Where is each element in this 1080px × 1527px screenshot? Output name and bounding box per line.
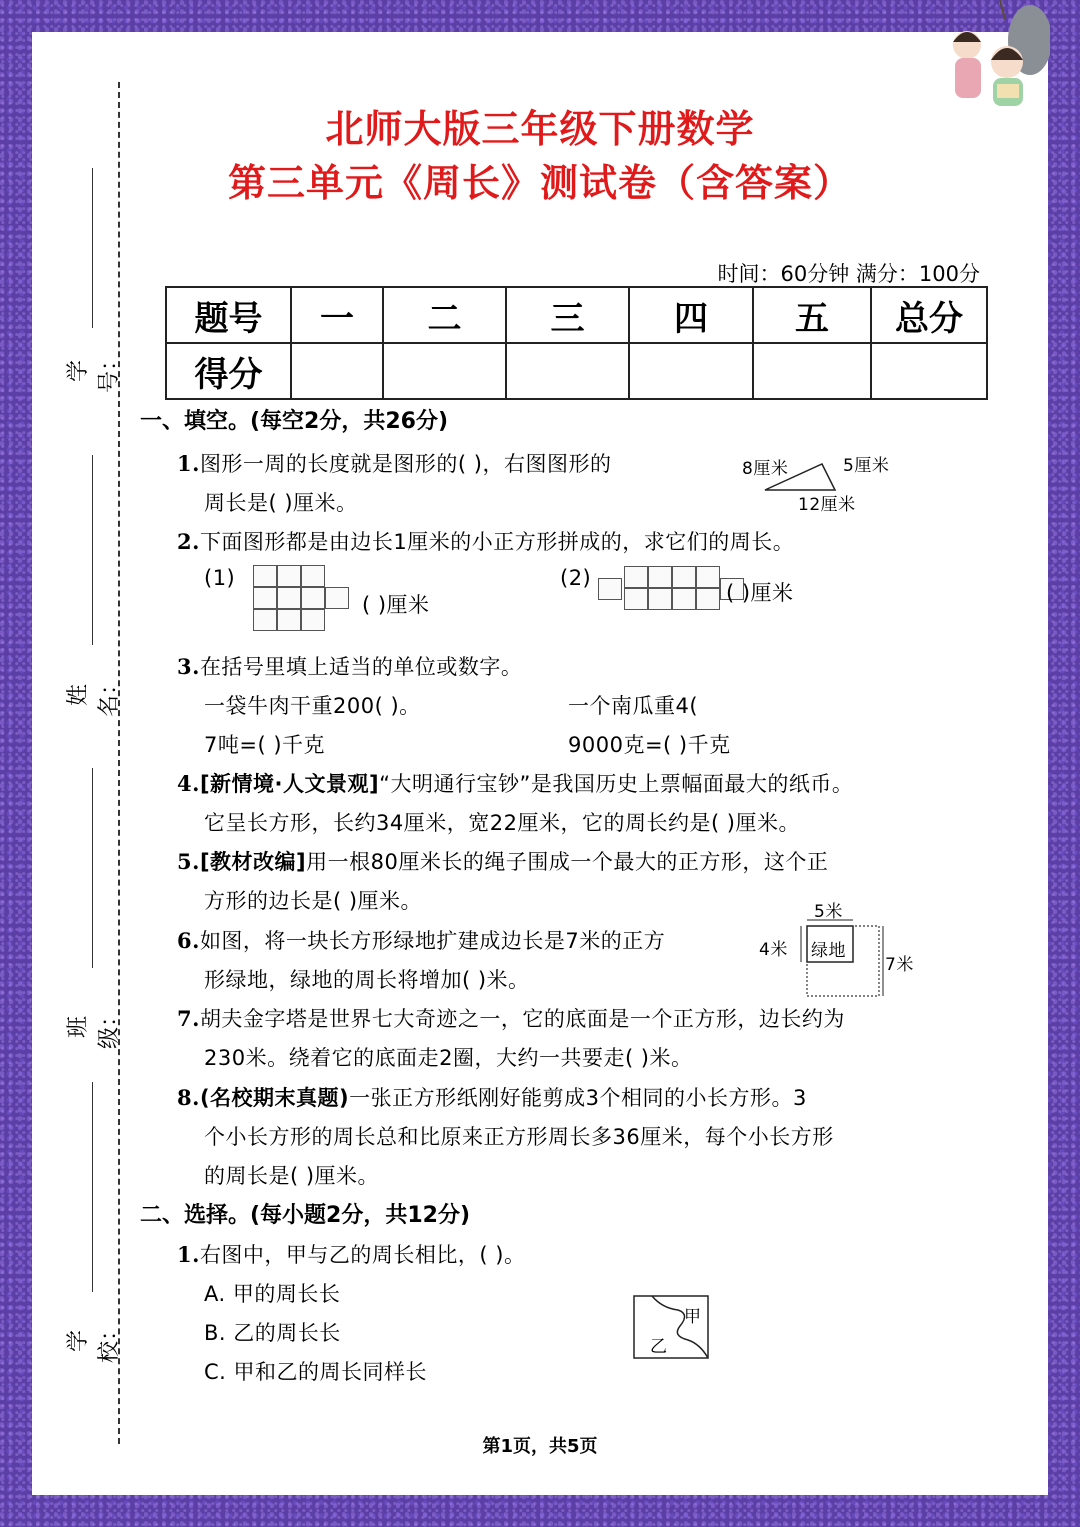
q6-line-2: 形绿地，绿地的周长将增加( )米。 bbox=[204, 968, 530, 992]
xuexiao-line bbox=[92, 1082, 93, 1292]
score-row-label: 得分 bbox=[166, 343, 291, 399]
xuehao-line bbox=[92, 168, 93, 328]
q1-number: 1. bbox=[177, 451, 200, 476]
section-2-heading: 二、选择。(每小题2分，共12分) bbox=[140, 1203, 471, 1228]
q3-number: 3. bbox=[177, 654, 200, 679]
binding-dashed-line bbox=[118, 82, 120, 1444]
reading-children-illustration bbox=[945, 0, 1050, 110]
q4-line-1 bbox=[177, 768, 853, 798]
q6-label-left: 4米 bbox=[759, 940, 788, 960]
score-header-cell: 题号 bbox=[166, 287, 291, 343]
q4-line-2: 它呈长方形，长约34厘米，宽22厘米，它的周长约是( )厘米。 bbox=[204, 811, 801, 835]
q3-text: 在括号里填上适当的单位或数字。 bbox=[199, 655, 523, 679]
s2-q1-number: 1. bbox=[177, 1242, 200, 1267]
q1-text-1: 图形一周的长度就是图形的( )，右图图形的 bbox=[199, 452, 612, 476]
q1-label-c: 12厘米 bbox=[798, 495, 856, 515]
score-header-row bbox=[166, 287, 987, 343]
s2-q1-option-a: A. 甲的周长长 bbox=[204, 1282, 341, 1306]
xingming-label: 姓名： bbox=[66, 673, 122, 718]
q8-line-1 bbox=[177, 1082, 807, 1112]
q2-part1-label: (1) bbox=[204, 566, 236, 590]
q2-part2-label: (2) bbox=[560, 566, 592, 590]
q7-line-1 bbox=[177, 1003, 845, 1033]
q6-text-1: 如图，将一块长方形绿地扩建成边长是7米的正方 bbox=[199, 929, 666, 953]
q3-item-b: 一个南瓜重4( bbox=[568, 694, 699, 718]
score-input-cell[interactable] bbox=[506, 343, 629, 399]
q7-number: 7. bbox=[177, 1006, 200, 1031]
q6-line-1 bbox=[177, 925, 665, 955]
score-header-cell: 三 bbox=[506, 287, 629, 343]
s2-q1-label-yi: 乙 bbox=[650, 1337, 668, 1357]
score-header-cell: 五 bbox=[753, 287, 871, 343]
s2-q1-line bbox=[177, 1239, 526, 1269]
q8-number: 8. bbox=[177, 1085, 200, 1110]
score-table bbox=[165, 286, 988, 400]
score-value-row bbox=[166, 343, 987, 399]
q6-label-inner: 绿地 bbox=[811, 941, 846, 961]
q1-line-2: 周长是( )厘米。 bbox=[204, 491, 358, 515]
q3-item-d: 9000克=( )千克 bbox=[568, 733, 731, 757]
title-line-2: 第三单元《周长》测试卷（含答案） bbox=[227, 160, 852, 205]
q2-part1-answer: ( )厘米 bbox=[362, 593, 430, 617]
paper-sheet bbox=[32, 32, 1048, 1495]
q4-text-1: “大明通行宝钞”是我国历史上票幅面最大的纸币。 bbox=[379, 772, 854, 796]
score-header-cell: 四 bbox=[629, 287, 753, 343]
xuehao-label: 学号： bbox=[66, 349, 122, 394]
banji-line bbox=[92, 768, 93, 968]
score-input-cell[interactable] bbox=[753, 343, 871, 399]
q1-label-b: 5厘米 bbox=[843, 456, 890, 476]
score-input-cell[interactable] bbox=[629, 343, 753, 399]
score-input-cell[interactable] bbox=[291, 343, 383, 399]
page-footer: 第1页，共5页 bbox=[482, 1436, 598, 1457]
q7-line-2: 230米。绕着它的底面走2圈，大约一共要走( )米。 bbox=[204, 1046, 693, 1070]
score-input-cell[interactable] bbox=[871, 343, 987, 399]
q6-label-right: 7米 bbox=[885, 955, 914, 975]
xuexiao-label: 学校： bbox=[66, 1319, 122, 1364]
q3-line bbox=[177, 651, 522, 681]
q5-tag: [教材改编] bbox=[199, 850, 307, 874]
q4-tag: [新情境·人文景观] bbox=[199, 772, 380, 796]
q5-number: 5. bbox=[177, 849, 200, 874]
banji-label: 班级： bbox=[66, 1005, 122, 1050]
q3-item-c: 7吨=( )千克 bbox=[204, 733, 326, 757]
time-info: 时间：60分钟 满分：100分 bbox=[717, 262, 980, 286]
q2-part2-answer: ( )厘米 bbox=[726, 581, 794, 605]
q8-text-1: 一张正方形纸刚好能剪成3个相同的小长方形。3 bbox=[349, 1086, 807, 1110]
q7-text-1: 胡夫金字塔是世界七大奇迹之一，它的底面是一个正方形，边长约为 bbox=[199, 1007, 845, 1031]
title-line-1: 北师大版三年级下册数学 bbox=[325, 106, 755, 151]
score-header-cell: 一 bbox=[291, 287, 383, 343]
score-header-cell: 总分 bbox=[871, 287, 987, 343]
q5-line-1 bbox=[177, 846, 828, 876]
section-1-heading: 一、填空。(每空2分，共26分) bbox=[140, 409, 449, 434]
q3-item-a: 一袋牛肉干重200( )。 bbox=[204, 694, 421, 718]
q6-number: 6. bbox=[177, 928, 200, 953]
s2-q1-option-b: B. 乙的周长长 bbox=[204, 1321, 341, 1345]
score-input-cell[interactable] bbox=[383, 343, 506, 399]
q1-line-1 bbox=[177, 448, 612, 478]
q2-line bbox=[177, 526, 794, 556]
q4-number: 4. bbox=[177, 771, 200, 796]
q2-text: 下面图形都是由边长1厘米的小正方形拼成的，求它们的周长。 bbox=[199, 530, 795, 554]
q2-number: 2. bbox=[177, 529, 200, 554]
q8-tag: (名校期末真题) bbox=[199, 1086, 350, 1110]
score-header-cell: 二 bbox=[383, 287, 506, 343]
s2-q1-text: 右图中，甲与乙的周长相比，( )。 bbox=[199, 1243, 526, 1267]
xingming-line bbox=[92, 455, 93, 645]
q6-label-top: 5米 bbox=[814, 902, 843, 922]
q1-label-a: 8厘米 bbox=[742, 459, 789, 479]
s2-q1-label-jia: 甲 bbox=[684, 1307, 702, 1327]
q8-line-2: 个小长方形的周长总和比原来正方形周长多36厘米，每个小长方形 bbox=[204, 1125, 834, 1149]
s2-q1-option-c: C. 甲和乙的周长同样长 bbox=[204, 1360, 428, 1384]
q8-line-3: 的周长是( )厘米。 bbox=[204, 1164, 380, 1188]
q5-text-1: 用一根80厘米长的绳子围成一个最大的正方形，这个正 bbox=[306, 850, 829, 874]
q5-line-2: 方形的边长是( )厘米。 bbox=[204, 889, 423, 913]
